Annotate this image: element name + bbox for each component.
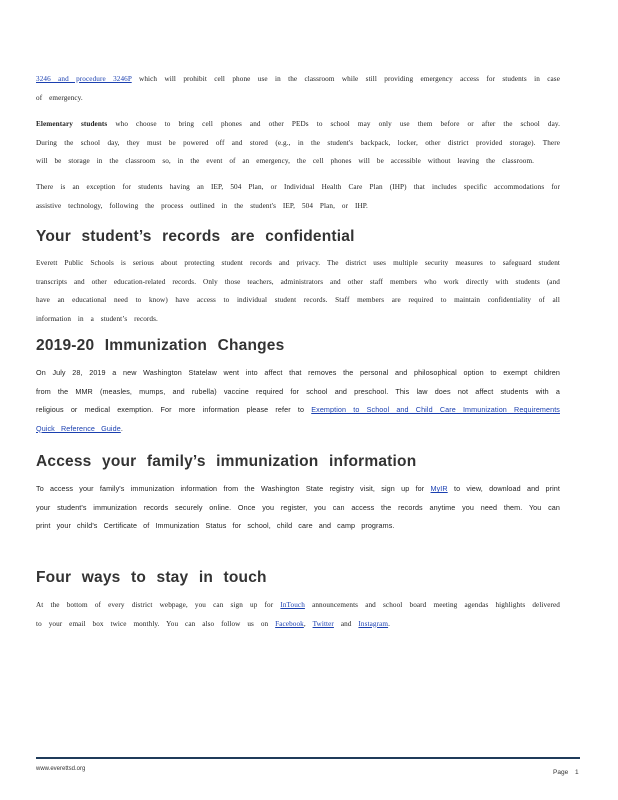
exception-text: There is an exception for students having an IEP, 504 Plan, or Individual Health Care Plan (IHP) that includes specific accommodations for assistive technology, following the process outlined in the student's IEP, 504 Plan, or IHP.	[36, 183, 560, 210]
page-number: 1	[575, 769, 579, 776]
exemption-guide-link[interactable]: Exemption to School and Child Care Immunization Requirements Quick Reference Guide	[36, 405, 560, 433]
facebook-link[interactable]: Facebook	[275, 619, 304, 628]
policy-link[interactable]: 3246 and procedure 3246P	[36, 75, 132, 83]
elementary-text: who choose to bring cell phones and other PEDs to school may only use them before or after the school day. During the school day, they must be powered off and stored (e.g., in the student's backpack, locker, other district provided storage). There will be storage in the classroom so, in the event of an emergency, the cell phones will be accessible without leaving the classroom.	[36, 120, 561, 165]
myir-link[interactable]: MyIR	[430, 484, 448, 493]
end-period: .	[388, 619, 390, 628]
immunization-changes-text: On July 28, 2019 a new Washington Statelaw went into affect that removes the personal and philosophical option to exempt children from the MMR (measles, mumps, and rubella) vaccine required for school and preschool. This law does not affect students with a religious or medical exemption. For more information please refer to	[36, 368, 560, 414]
immunization-changes-paragraph	[36, 364, 560, 438]
stay-in-touch-heading: Four ways to stay in touch	[36, 569, 267, 586]
touch-text-b: announcements and school board meeting agendas highlights delivered to your email box twice monthly. You can also follow us on	[36, 601, 560, 628]
footer-website: www.everettsd.org	[36, 766, 86, 772]
records-heading: Your student’s records are confidential	[36, 228, 355, 245]
touch-text-a: At the bottom of every district webpage, you can sign up for	[36, 601, 274, 609]
intouch-link[interactable]: InTouch	[280, 601, 305, 609]
exception-paragraph	[36, 178, 560, 215]
period: .	[120, 423, 123, 433]
footer-divider	[36, 757, 580, 759]
separator-comma: ,	[303, 619, 306, 628]
records-paragraph	[36, 254, 560, 328]
immunization-changes-heading: 2019-20 Immunization Changes	[36, 337, 285, 354]
stay-in-touch-paragraph	[36, 596, 560, 633]
elementary-paragraph	[36, 115, 560, 171]
access-immunization-paragraph	[36, 480, 560, 536]
instagram-link[interactable]: Instagram	[358, 619, 389, 628]
access-text-a: To access your family's immunization information from the Washington State registry visit, sign up for	[36, 484, 425, 493]
records-text: Everett Public Schools is serious about protecting student records and privacy. The district uses multiple security measures to safeguard student transcripts and other education-related records. Only those teachers, administrators and other staff members who work directly with students (and have an educational need to know) have access to individual student records. Staff members are required to maintain confidentiality of all information in a student’s records.	[36, 259, 560, 323]
elementary-lead: Elementary students	[36, 120, 108, 128]
policy-paragraph	[36, 70, 560, 107]
access-text-b: to view, download and print your student's immunization records securely online. Once you register, you can access the records anytime you need them. You can print your child's Certificate of Immunization Status for school, child care and camp programs.	[36, 484, 560, 530]
access-immunization-heading: Access your family’s immunization information	[36, 453, 417, 470]
separator-and: and	[340, 619, 352, 628]
policy-text: which will prohibit cell phone use in the classroom while still providing emergency access for students in case of emergency.	[36, 75, 560, 102]
page-label: Page	[553, 769, 569, 776]
footer-page-number	[553, 769, 579, 776]
twitter-link[interactable]: Twitter	[312, 619, 334, 628]
